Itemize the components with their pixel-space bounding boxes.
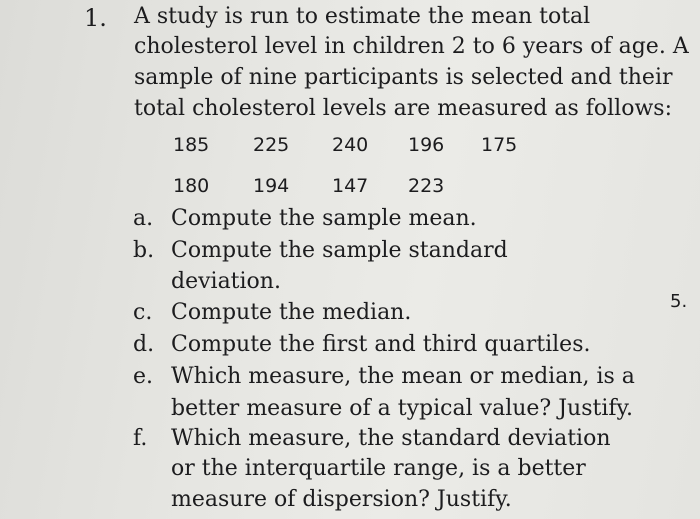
item-line: deviation. (171, 269, 281, 294)
data-value: 240 (332, 134, 369, 156)
item-letter: e. (133, 364, 154, 389)
item-letter: c. (133, 300, 153, 325)
data-value: 223 (408, 175, 445, 197)
statement-line-3: sample of nine participants is selected and their (134, 65, 673, 90)
data-value: 147 (332, 175, 369, 197)
statement-line-4: total cholesterol levels are measured as follows: (134, 96, 672, 121)
item-line: Compute the median. (171, 300, 412, 325)
data-value: 180 (173, 175, 210, 197)
item-line: Compute the sample standard (171, 238, 508, 263)
item-line: better measure of a typical value? Justify. (171, 396, 633, 421)
item-line: Which measure, the standard deviation (171, 426, 611, 451)
item-letter: a. (133, 206, 154, 231)
item-line: Compute the first and third quartiles. (171, 332, 591, 357)
data-value: 225 (253, 134, 290, 156)
item-line: Compute the sample mean. (171, 206, 477, 231)
data-value: 194 (253, 175, 290, 197)
data-value: 185 (173, 134, 210, 156)
data-value: 196 (408, 134, 445, 156)
item-letter: f. (133, 426, 148, 451)
item-letter: b. (133, 238, 155, 263)
statement-line-1: A study is run to estimate the mean total (134, 4, 591, 29)
side-page-number: 5. (670, 291, 688, 312)
problem-number: 1. (84, 4, 107, 32)
data-value: 175 (481, 134, 518, 156)
item-line: measure of dispersion? Justify. (171, 487, 512, 512)
statement-line-2: cholesterol level in children 2 to 6 years of age. A (134, 34, 689, 59)
item-line: or the interquartile range, is a better (171, 456, 586, 481)
item-letter: d. (133, 332, 155, 357)
item-line: Which measure, the mean or median, is a (171, 364, 635, 389)
